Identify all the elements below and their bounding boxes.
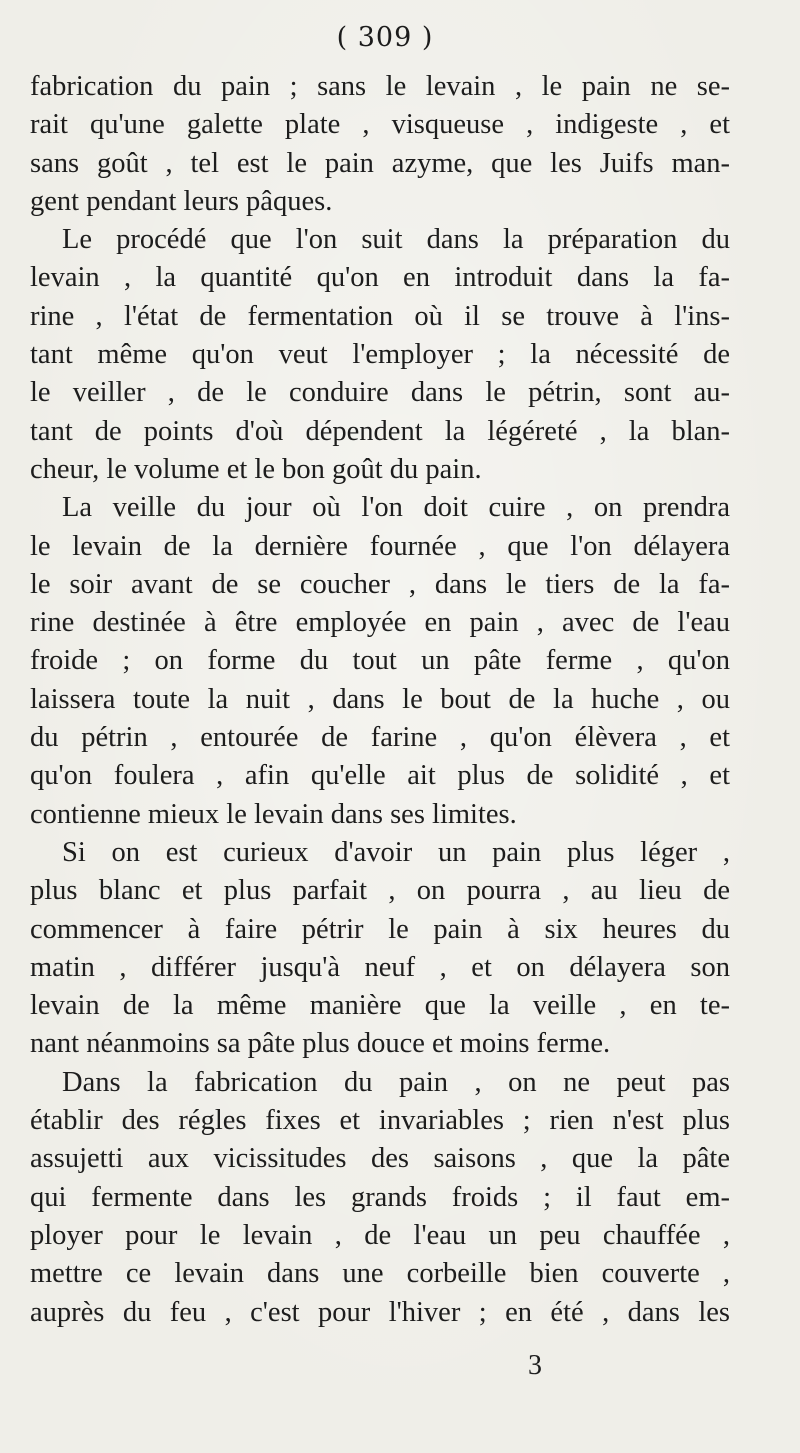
text-line: le soir avant de se coucher , dans le tiers de la fa- (30, 568, 730, 600)
text-line: froide ; on forme du tout un pâte ferme , qu'on (30, 645, 730, 677)
text-line: levain , la quantité qu'on en introduit dans la fa- (30, 262, 730, 294)
text-line: sans goût , tel est le pain azyme, que les Juifs man- (30, 147, 730, 179)
paragraph (30, 221, 730, 489)
text-line: Le procédé que l'on suit dans la préparation du (62, 224, 730, 256)
text-line: cheur, le volume et le bon goût du pain. (30, 453, 482, 485)
text-line: qu'on foulera , afin qu'elle ait plus de solidité , et (30, 760, 730, 792)
text-line: établir des régles fixes et invariables ; rien n'est plus (30, 1105, 730, 1137)
paragraph (30, 834, 730, 1064)
text-line: plus blanc et plus parfait , on pourra , au lieu de (30, 875, 730, 907)
text-line: tant de points d'où dépendent la légéreté , la blan- (30, 415, 730, 447)
text-line: rait qu'une galette plate , visqueuse , indigeste , et (30, 109, 730, 141)
text-line: ployer pour le levain , de l'eau un peu chauffée , (30, 1219, 730, 1251)
text-line: mettre ce levain dans une corbeille bien couverte , (30, 1258, 730, 1290)
text-line: du pétrin , entourée de farine , qu'on élèvera , et (30, 722, 730, 754)
text-line: contienne mieux le levain dans ses limites. (30, 798, 517, 830)
text-line: nant néanmoins sa pâte plus douce et moins ferme. (30, 1028, 611, 1060)
text-line: tant même qu'on veut l'employer ; la nécessité de (30, 339, 730, 371)
text-line: La veille du jour où l'on doit cuire , on prendra (62, 492, 730, 524)
text-line: qui fermente dans les grands froids ; il faut em- (30, 1181, 730, 1213)
text-line: rine destinée à être employée en pain , avec de l'eau (30, 607, 730, 639)
text-line: Dans la fabrication du pain , on ne peut pas (62, 1066, 730, 1098)
text-line: le levain de la dernière fournée , que l'on délayera (30, 530, 730, 562)
paragraph (30, 1064, 730, 1332)
text-line: commencer à faire pétrir le pain à six heures du (30, 913, 730, 945)
text-line: auprès du feu , c'est pour l'hiver ; en été , dans les (30, 1296, 730, 1328)
text-line: levain de la même manière que la veille , en te- (30, 990, 730, 1022)
text-line: Si on est curieux d'avoir un pain plus léger , (62, 836, 730, 868)
paragraph (30, 489, 730, 834)
page-number: ( 309 ) (336, 22, 434, 53)
body-text (30, 68, 730, 1332)
signature-mark: 3 (528, 1350, 542, 1381)
text-line: laissera toute la nuit , dans le bout de la huche , ou (30, 683, 730, 715)
text-line: le veiller , de le conduire dans le pétrin, sont au- (30, 377, 730, 409)
text-line: fabrication du pain ; sans le levain , le pain ne se- (30, 71, 730, 102)
text-line: matin , différer jusqu'à neuf , et on délayera son (30, 951, 730, 983)
paragraph (30, 68, 730, 221)
text-line: gent pendant leurs pâques. (30, 185, 333, 217)
text-line: rine , l'état de fermentation où il se trouve à l'ins- (30, 300, 730, 332)
text-line: assujetti aux vicissitudes des saisons , que la pâte (30, 1143, 730, 1175)
